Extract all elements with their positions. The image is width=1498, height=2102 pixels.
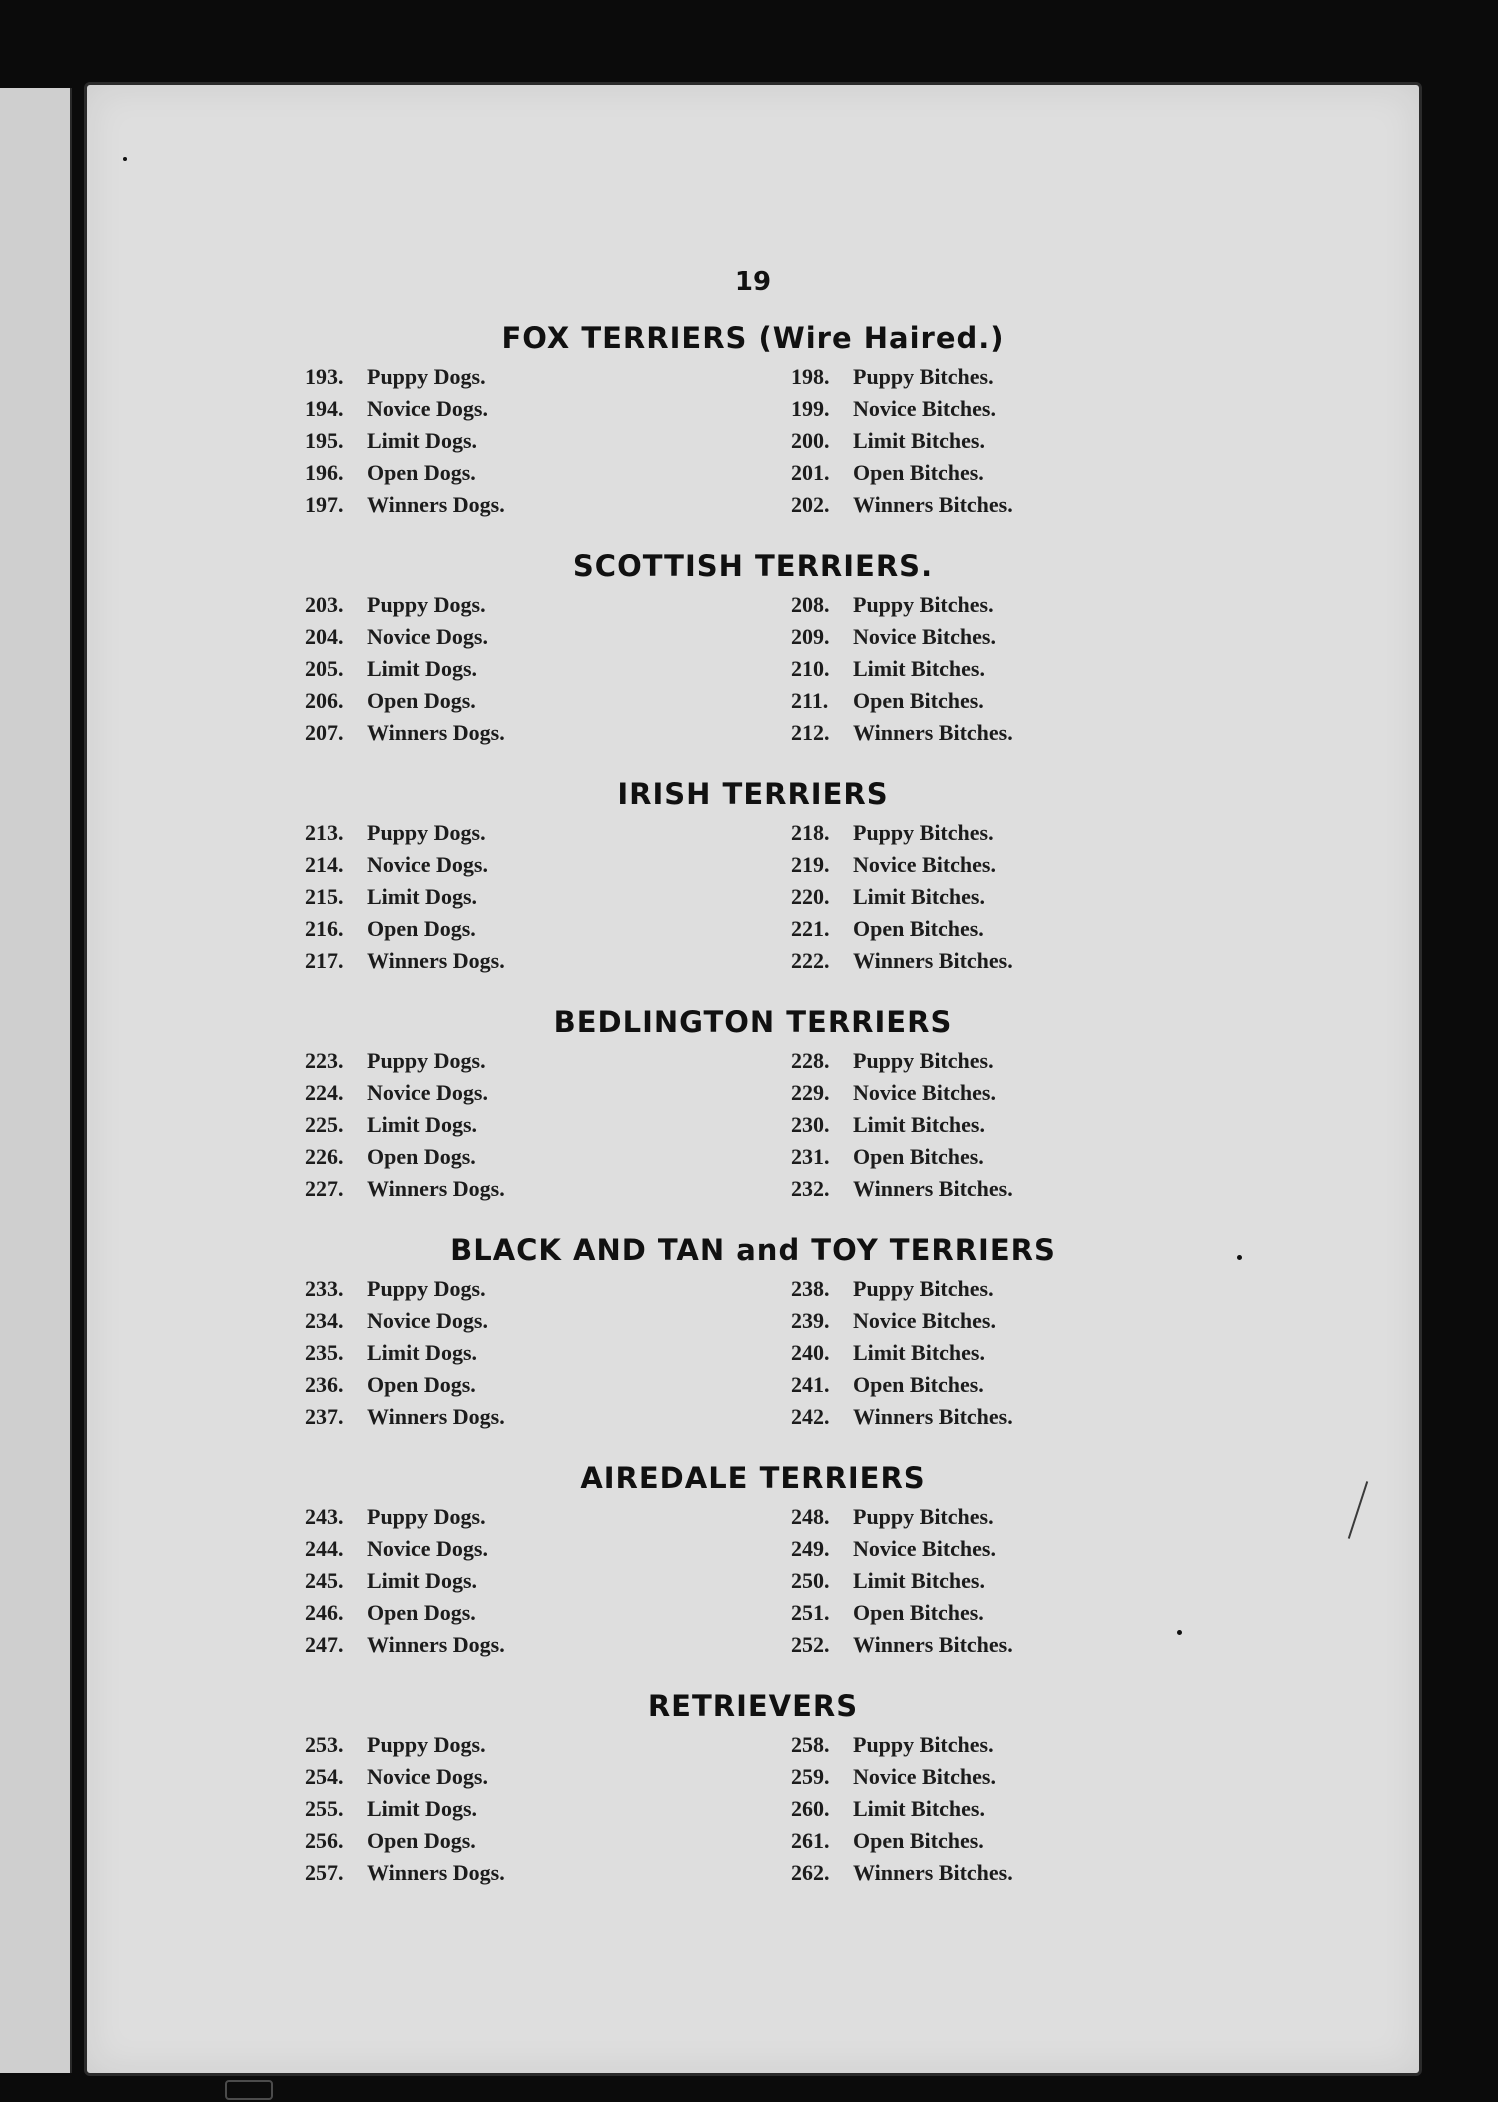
class-entry <box>305 1401 665 1433</box>
class-number: 235. <box>305 1340 344 1365</box>
breed-section <box>87 1229 1419 1457</box>
page-number: 19 <box>734 267 772 297</box>
class-number: 209. <box>791 624 830 649</box>
section-gap <box>87 1203 1419 1229</box>
section-heading: AIREDALE TERRIERS <box>580 1461 926 1495</box>
section-heading: BLACK AND TAN and TOY TERRIERS <box>450 1233 1056 1267</box>
class-number: 215. <box>305 884 344 909</box>
class-number: 210. <box>791 656 830 681</box>
class-entry <box>791 393 1151 425</box>
section-gap <box>87 1659 1419 1685</box>
class-entry <box>791 1077 1151 1109</box>
class-number: 200. <box>791 428 830 453</box>
class-number: 227. <box>305 1176 344 1201</box>
class-number: 236. <box>305 1372 344 1397</box>
class-entry <box>791 1141 1151 1173</box>
class-name: Puppy Dogs. <box>367 820 486 845</box>
class-name: Winners Dogs. <box>367 1176 505 1201</box>
class-entry <box>791 849 1151 881</box>
class-number: 237. <box>305 1404 344 1429</box>
class-name: Puppy Dogs. <box>367 364 486 389</box>
class-number: 254. <box>305 1764 344 1789</box>
class-name: Puppy Dogs. <box>367 1276 486 1301</box>
class-name: Novice Bitches. <box>853 1308 996 1333</box>
class-name: Open Dogs. <box>367 1144 476 1169</box>
class-name: Open Dogs. <box>367 688 476 713</box>
class-entry <box>791 913 1151 945</box>
class-entry <box>305 717 665 749</box>
class-entry <box>305 1077 665 1109</box>
class-number: 211. <box>791 688 829 713</box>
class-name: Limit Dogs. <box>367 656 477 681</box>
class-number: 212. <box>791 720 830 745</box>
class-name: Puppy Bitches. <box>853 820 994 845</box>
class-number: 214. <box>305 852 344 877</box>
section-heading: RETRIEVERS <box>647 1689 859 1723</box>
class-entry <box>305 849 665 881</box>
class-number: 226. <box>305 1144 344 1169</box>
class-entry <box>791 653 1151 685</box>
class-number: 257. <box>305 1860 344 1885</box>
dogs-column <box>305 1273 665 1433</box>
class-entry <box>791 1565 1151 1597</box>
class-number: 253. <box>305 1732 344 1757</box>
dogs-column <box>305 1501 665 1661</box>
bitches-column <box>791 589 1151 749</box>
class-name: Winners Dogs. <box>367 1632 505 1657</box>
class-number: 231. <box>791 1144 830 1169</box>
class-entry <box>791 1501 1151 1533</box>
class-name: Novice Bitches. <box>853 624 996 649</box>
class-number: 193. <box>305 364 344 389</box>
section-gap <box>87 1431 1419 1457</box>
class-number: 233. <box>305 1276 344 1301</box>
bitches-column <box>791 361 1151 521</box>
class-number: 229. <box>791 1080 830 1105</box>
bitches-column <box>791 1045 1151 1205</box>
class-entry <box>791 489 1151 521</box>
class-number: 247. <box>305 1632 344 1657</box>
class-entry <box>791 1597 1151 1629</box>
class-number: 251. <box>791 1600 830 1625</box>
class-name: Limit Bitches. <box>853 428 985 453</box>
class-number: 208. <box>791 592 830 617</box>
class-number: 248. <box>791 1504 830 1529</box>
class-entry <box>305 1501 665 1533</box>
class-name: Limit Dogs. <box>367 1340 477 1365</box>
class-entry <box>305 621 665 653</box>
class-name: Limit Dogs. <box>367 884 477 909</box>
class-entry <box>791 1629 1151 1661</box>
class-number: 207. <box>305 720 344 745</box>
section-gap <box>87 1887 1419 1913</box>
class-entry <box>305 1369 665 1401</box>
class-entry <box>305 685 665 717</box>
bitches-column <box>791 1273 1151 1433</box>
class-name: Limit Dogs. <box>367 428 477 453</box>
class-name: Novice Bitches. <box>853 396 996 421</box>
section-gap <box>87 975 1419 1001</box>
class-entry <box>791 1369 1151 1401</box>
class-entry <box>791 457 1151 489</box>
class-number: 234. <box>305 1308 344 1333</box>
bitches-column <box>791 1501 1151 1661</box>
class-name: Limit Bitches. <box>853 656 985 681</box>
class-entry <box>791 1109 1151 1141</box>
breed-section <box>87 1457 1419 1685</box>
class-name: Open Bitches. <box>853 688 984 713</box>
class-number: 256. <box>305 1828 344 1853</box>
class-name: Novice Bitches. <box>853 1764 996 1789</box>
class-number: 258. <box>791 1732 830 1757</box>
class-number: 238. <box>791 1276 830 1301</box>
class-entry <box>791 1045 1151 1077</box>
section-heading: IRISH TERRIERS <box>617 777 889 811</box>
class-number: 195. <box>305 428 344 453</box>
class-name: Novice Bitches. <box>853 1080 996 1105</box>
class-name: Open Dogs. <box>367 1828 476 1853</box>
class-entry <box>791 589 1151 621</box>
breed-section <box>87 545 1419 773</box>
class-number: 223. <box>305 1048 344 1073</box>
dogs-column <box>305 589 665 749</box>
class-name: Open Bitches. <box>853 916 984 941</box>
class-entry <box>791 1825 1151 1857</box>
class-entry <box>791 1857 1151 1889</box>
section-heading: BEDLINGTON TERRIERS <box>553 1005 953 1039</box>
class-entry <box>305 881 665 913</box>
class-number: 262. <box>791 1860 830 1885</box>
class-name: Novice Dogs. <box>367 1308 488 1333</box>
class-entry <box>305 913 665 945</box>
breed-section <box>87 317 1419 545</box>
class-entry <box>791 1305 1151 1337</box>
class-name: Limit Bitches. <box>853 1796 985 1821</box>
class-name: Limit Bitches. <box>853 1340 985 1365</box>
breed-section <box>87 1001 1419 1229</box>
class-number: 246. <box>305 1600 344 1625</box>
class-number: 222. <box>791 948 830 973</box>
class-name: Winners Bitches. <box>853 1860 1013 1885</box>
breed-section <box>87 1685 1419 1913</box>
class-name: Open Dogs. <box>367 460 476 485</box>
class-entry <box>305 1273 665 1305</box>
class-entry <box>305 1173 665 1205</box>
class-name: Limit Dogs. <box>367 1796 477 1821</box>
class-number: 243. <box>305 1504 344 1529</box>
class-entry <box>791 1273 1151 1305</box>
class-name: Open Dogs. <box>367 1372 476 1397</box>
class-columns <box>87 359 1419 519</box>
class-entry <box>791 1761 1151 1793</box>
class-entry <box>791 945 1151 977</box>
class-number: 245. <box>305 1568 344 1593</box>
class-number: 198. <box>791 364 830 389</box>
class-name: Winners Dogs. <box>367 948 505 973</box>
class-name: Winners Bitches. <box>853 1632 1013 1657</box>
class-name: Limit Dogs. <box>367 1568 477 1593</box>
class-entry <box>305 1857 665 1889</box>
class-name: Winners Bitches. <box>853 1404 1013 1429</box>
class-columns <box>87 1499 1419 1659</box>
class-entry <box>305 1337 665 1369</box>
class-number: 220. <box>791 884 830 909</box>
class-number: 204. <box>305 624 344 649</box>
class-entry <box>305 653 665 685</box>
class-number: 260. <box>791 1796 830 1821</box>
class-entry <box>305 361 665 393</box>
class-entry <box>305 1045 665 1077</box>
class-name: Puppy Bitches. <box>853 1504 994 1529</box>
class-entry <box>791 621 1151 653</box>
class-entry <box>305 1825 665 1857</box>
bitches-column <box>791 1729 1151 1889</box>
class-entry <box>791 1173 1151 1205</box>
dogs-column <box>305 1045 665 1205</box>
class-name: Open Bitches. <box>853 1144 984 1169</box>
class-entry <box>305 1761 665 1793</box>
class-entry <box>305 1141 665 1173</box>
speck <box>123 157 127 161</box>
class-entry <box>791 425 1151 457</box>
scan-mark <box>225 2080 273 2100</box>
class-entry <box>305 1305 665 1337</box>
class-columns <box>87 1271 1419 1431</box>
class-entry <box>305 457 665 489</box>
class-number: 206. <box>305 688 344 713</box>
dogs-column <box>305 1729 665 1889</box>
class-entry <box>305 393 665 425</box>
class-name: Puppy Dogs. <box>367 592 486 617</box>
class-entry <box>305 1565 665 1597</box>
class-name: Novice Bitches. <box>853 852 996 877</box>
class-name: Limit Dogs. <box>367 1112 477 1137</box>
dogs-column <box>305 361 665 521</box>
class-number: 230. <box>791 1112 830 1137</box>
class-entry <box>791 717 1151 749</box>
bitches-column <box>791 817 1151 977</box>
class-number: 244. <box>305 1536 344 1561</box>
class-name: Novice Dogs. <box>367 1764 488 1789</box>
class-columns <box>87 1727 1419 1887</box>
class-number: 194. <box>305 396 344 421</box>
class-name: Open Bitches. <box>853 460 984 485</box>
class-name: Puppy Dogs. <box>367 1504 486 1529</box>
class-number: 224. <box>305 1080 344 1105</box>
class-entry <box>305 489 665 521</box>
class-entry <box>791 1337 1151 1369</box>
section-gap <box>87 747 1419 773</box>
class-name: Puppy Bitches. <box>853 1732 994 1757</box>
class-number: 225. <box>305 1112 344 1137</box>
class-number: 240. <box>791 1340 830 1365</box>
class-entry <box>305 1533 665 1565</box>
class-number: 199. <box>791 396 830 421</box>
class-entry <box>305 1629 665 1661</box>
section-heading: SCOTTISH TERRIERS. <box>572 549 934 583</box>
class-name: Winners Bitches. <box>853 492 1013 517</box>
class-entry <box>305 945 665 977</box>
class-entry <box>791 1533 1151 1565</box>
class-name: Open Dogs. <box>367 1600 476 1625</box>
class-number: 261. <box>791 1828 830 1853</box>
class-name: Winners Dogs. <box>367 1404 505 1429</box>
class-number: 228. <box>791 1048 830 1073</box>
class-number: 216. <box>305 916 344 941</box>
class-name: Winners Bitches. <box>853 1176 1013 1201</box>
class-listing <box>87 317 1419 1913</box>
breed-section <box>87 773 1419 1001</box>
class-name: Winners Dogs. <box>367 492 505 517</box>
class-entry <box>305 425 665 457</box>
class-name: Open Bitches. <box>853 1372 984 1397</box>
section-gap <box>87 519 1419 545</box>
class-number: 239. <box>791 1308 830 1333</box>
class-name: Puppy Dogs. <box>367 1732 486 1757</box>
class-name: Puppy Bitches. <box>853 364 994 389</box>
class-columns <box>87 815 1419 975</box>
class-number: 213. <box>305 820 344 845</box>
book-page <box>84 82 1422 2076</box>
section-heading: FOX TERRIERS (Wire Haired.) <box>501 321 1005 355</box>
class-name: Limit Bitches. <box>853 1112 985 1137</box>
class-name: Puppy Bitches. <box>853 1276 994 1301</box>
class-entry <box>791 881 1151 913</box>
class-entry <box>791 685 1151 717</box>
class-name: Puppy Bitches. <box>853 592 994 617</box>
class-entry <box>791 1729 1151 1761</box>
class-entry <box>305 1729 665 1761</box>
class-name: Puppy Dogs. <box>367 1048 486 1073</box>
dogs-column <box>305 817 665 977</box>
class-entry <box>791 361 1151 393</box>
class-number: 221. <box>791 916 830 941</box>
class-name: Novice Dogs. <box>367 1536 488 1561</box>
class-name: Open Bitches. <box>853 1600 984 1625</box>
class-number: 259. <box>791 1764 830 1789</box>
class-name: Winners Dogs. <box>367 720 505 745</box>
class-entry <box>305 1109 665 1141</box>
class-entry <box>791 1793 1151 1825</box>
class-name: Puppy Bitches. <box>853 1048 994 1073</box>
class-name: Novice Dogs. <box>367 1080 488 1105</box>
class-number: 217. <box>305 948 344 973</box>
class-number: 232. <box>791 1176 830 1201</box>
class-number: 205. <box>305 656 344 681</box>
class-number: 196. <box>305 460 344 485</box>
class-name: Winners Bitches. <box>853 948 1013 973</box>
class-name: Limit Bitches. <box>853 884 985 909</box>
class-name: Limit Bitches. <box>853 1568 985 1593</box>
class-columns <box>87 1043 1419 1203</box>
class-number: 197. <box>305 492 344 517</box>
class-number: 219. <box>791 852 830 877</box>
speck <box>1237 1255 1242 1260</box>
class-name: Open Bitches. <box>853 1828 984 1853</box>
class-name: Novice Dogs. <box>367 396 488 421</box>
class-number: 203. <box>305 592 344 617</box>
class-name: Novice Dogs. <box>367 624 488 649</box>
class-name: Open Dogs. <box>367 916 476 941</box>
class-name: Novice Bitches. <box>853 1536 996 1561</box>
class-number: 250. <box>791 1568 830 1593</box>
class-number: 252. <box>791 1632 830 1657</box>
class-entry <box>305 817 665 849</box>
speck <box>1177 1630 1182 1635</box>
class-number: 202. <box>791 492 830 517</box>
class-entry <box>305 1597 665 1629</box>
class-entry <box>791 1401 1151 1433</box>
class-entry <box>791 817 1151 849</box>
class-number: 218. <box>791 820 830 845</box>
class-number: 201. <box>791 460 830 485</box>
facing-page-edge <box>0 88 72 2073</box>
class-columns <box>87 587 1419 747</box>
class-name: Winners Bitches. <box>853 720 1013 745</box>
class-number: 241. <box>791 1372 830 1397</box>
class-entry <box>305 589 665 621</box>
class-number: 249. <box>791 1536 830 1561</box>
class-number: 242. <box>791 1404 830 1429</box>
class-name: Novice Dogs. <box>367 852 488 877</box>
class-name: Winners Dogs. <box>367 1860 505 1885</box>
class-entry <box>305 1793 665 1825</box>
class-number: 255. <box>305 1796 344 1821</box>
